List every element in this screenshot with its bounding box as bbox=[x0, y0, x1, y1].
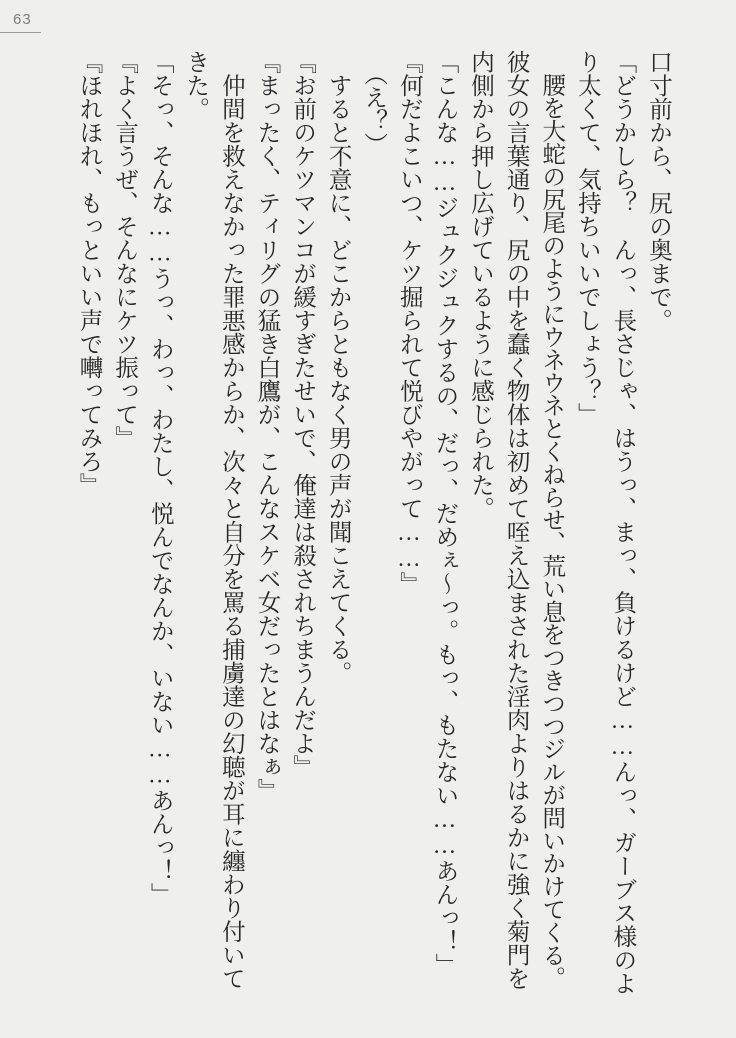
text-line-07: 「こんな……ジュクジュクするの、だっ、だめぇ～っ。もっ、もたない……あんっ！」 bbox=[431, 50, 458, 977]
text-line-10: すると不意に、どこからともなく男の声が聞こえてくる。 bbox=[324, 50, 351, 685]
page-number: 63 bbox=[13, 11, 32, 28]
text-line-16: 『よく言うぜ、そんなにケツ振って』 bbox=[111, 50, 138, 450]
text-line-09: （え？） bbox=[360, 50, 387, 156]
text-line-08: 『何だよこいつ、ケツ掘られて悦びやがって……』 bbox=[395, 50, 422, 596]
text-line-12: 『まったく、ティリグの猛き白鷹が、こんなスケベ女だったとはなぁ』 bbox=[253, 50, 280, 802]
text-line-17: 『ほれほれ、もっといい声で囀ってみろ』 bbox=[75, 50, 102, 497]
text-line-05: 彼女の言葉通り、尻の中を蠢く物体は初めて咥え込まされた淫肉よりはるかに強く菊門を bbox=[502, 50, 529, 990]
page-number-rule bbox=[0, 32, 41, 33]
text-block bbox=[70, 50, 675, 994]
text-line-02: 「どうかしら？ んっ、長さじゃ、はうっ、まっ、負けるけど……んっ、ガーブス様のよ bbox=[609, 50, 636, 995]
text-line-03: り太くて、気持ちいいでしょう？」 bbox=[573, 50, 600, 426]
text-line-11: 『お前のケツマンコが緩すぎたせいで、俺達は殺されちまうんだよ』 bbox=[289, 50, 316, 779]
text-line-04: 腰を大蛇の尻尾のようにウネウネとくねらせ、荒い息をつきつつジルが問いかけてくる。 bbox=[538, 50, 565, 989]
text-line-14: きた。 bbox=[182, 50, 209, 121]
text-line-15: 「そっ、そんな……うっ、わっ、わたし、悦んでなんか、いない……あんっ！」 bbox=[146, 50, 173, 906]
text-line-01: 口寸前から、尻の奥まで。 bbox=[645, 50, 671, 332]
text-line-13: 仲間を救えなかった罪悪感からか、次々と自分を罵る捕虜達の幻聴が耳に纏わり付いて bbox=[217, 50, 244, 990]
text-line-06: 内側から押し広げているように感じられた。 bbox=[467, 50, 494, 520]
